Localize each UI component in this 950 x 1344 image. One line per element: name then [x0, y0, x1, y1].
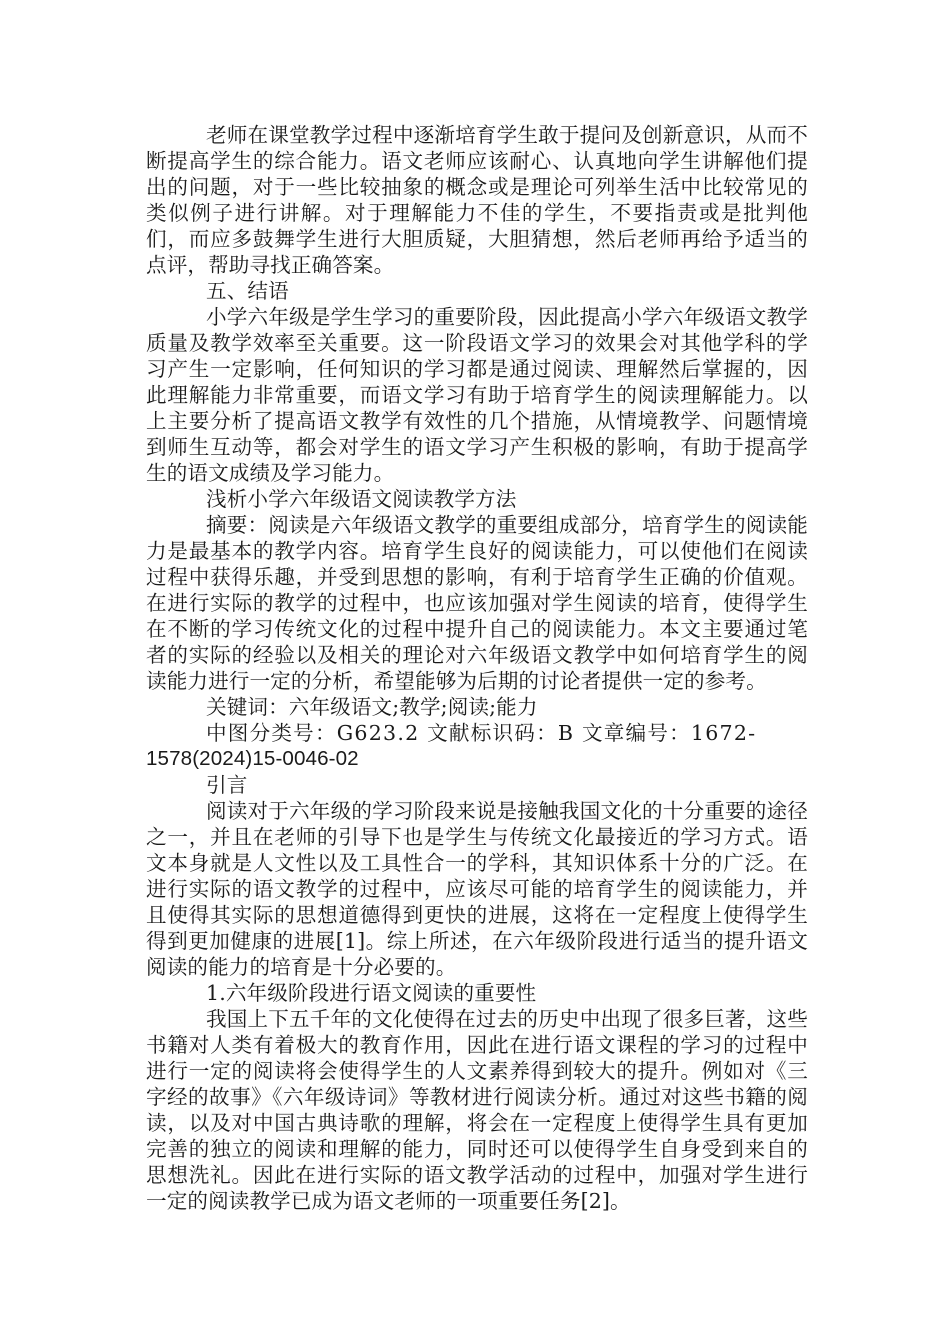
section-heading-intro: 引言: [206, 773, 248, 797]
keywords-line: 关键词：六年级语文;教学;阅读;能力: [206, 695, 538, 719]
abstract-paragraph: 摘要：阅读是六年级语文教学的重要组成部分，培育学生的阅读能力是最基本的教学内容。培育学生良好的阅读能力，可以使他们在阅读过程中获得乐趣，并受到思想的影响，有利于培育学生正确的价值观。在进行实际的教学的过程中，也应该加强对学生阅读的培育，使得学生在不断的学习传统文化的过程中提升自己的阅读能力。本文主要通过笔者的实际的经验以及相关的理论对六年级语文教学中如何培育学生的阅读能力进行一定的分析，希望能够为后期的讨论者提供一定的参考。: [146, 513, 808, 693]
section-heading-conclusion: 五、结语: [206, 279, 289, 303]
body-paragraph: 阅读对于六年级的学习阶段来说是接触我国文化的十分重要的途径之一，并且在老师的引导下也是学生与传统文化最接近的学习方式。语文本身就是人文性以及工具性合一的学科，其知识体系十分的广泛。在进行实际的语文教学的过程中，应该尽可能的培育学生的阅读能力，并且使得其实际的思想道德得到更快的进展，这将在一定程度上使得学生得到更加健康的进展[1]。综上所述，在六年级阶段进行适当的提升语文阅读的能力的培育是十分必要的。: [146, 799, 808, 979]
article-number-line: 1578(2024)15-0046-02: [146, 747, 359, 770]
document-page: [146, 122, 808, 1214]
section-heading-importance: 1.六年级阶段进行语文阅读的重要性: [206, 981, 537, 1005]
body-paragraph: 小学六年级是学生学习的重要阶段，因此提高小学六年级语文教学质量及教学效率至关重要。这一阶段语文学习的效果会对其他学科的学习产生一定影响，任何知识的学习都是通过阅读、理解然后掌握的，因此理解能力非常重要，而语文学习有助于培育学生的阅读理解能力。以上主要分析了提高语文教学有效性的几个措施，从情境教学、问题情境到师生互动等，都会对学生的语文学习产生积极的影响，有助于提高学生的语文成绩及学习能力。: [146, 305, 808, 485]
body-paragraph: 我国上下五千年的文化使得在过去的历史中出现了很多巨著，这些书籍对人类有着极大的教育作用，因此在进行语文课程的学习的过程中进行一定的阅读将会使得学生的人文素养得到较大的提升。例如对《三字经的故事》《六年级诗词》等教材进行阅读分析。通过对这些书籍的阅读，以及对中国古典诗歌的理解，将会在一定程度上使得学生具有更加完善的独立的阅读和理解的能力，同时还可以使得学生自身受到来自的思想洗礼。因此在进行实际的语文教学活动的过程中，加强对学生进行一定的阅读教学已成为语文老师的一项重要任务[2]。: [146, 1007, 808, 1213]
classification-line: 中图分类号：G623.2 文献标识码：B 文章编号：1672-: [206, 721, 757, 745]
body-paragraph: 老师在课堂教学过程中逐渐培育学生敢于提问及创新意识，从而不断提高学生的综合能力。语文老师应该耐心、认真地向学生讲解他们提出的问题，对于一些比较抽象的概念或是理论可列举生活中比较常见的类似例子进行讲解。对于理解能力不佳的学生，不要指责或是批判他们，而应多鼓舞学生进行大胆质疑，大胆猜想，然后老师再给予适当的点评，帮助寻找正确答案。: [146, 123, 808, 277]
article-title: 浅析小学六年级语文阅读教学方法: [206, 487, 517, 511]
